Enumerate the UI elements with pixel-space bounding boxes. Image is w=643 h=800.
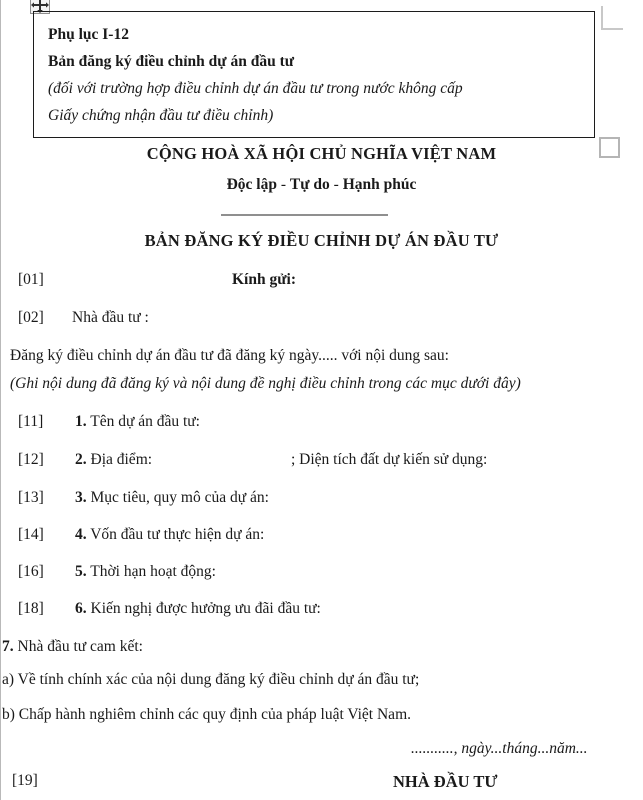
item-3-label: Mục tiêu, quy mô của dự án: [86, 489, 269, 506]
field-tag-12: [12] [18, 451, 44, 468]
field-tag-14: [14] [18, 526, 44, 543]
motto-separator-2: - [329, 176, 343, 193]
item-5-label: Thời hạn hoạt động: [86, 563, 216, 580]
field-tag-16: [16] [18, 563, 44, 580]
signer-title: NHÀ ĐẦU TƯ [393, 772, 498, 791]
field-tag-01: [01] [18, 271, 44, 288]
item-1-text [75, 413, 200, 431]
field-tag-18: [18] [18, 600, 44, 617]
item-6-text [75, 600, 321, 618]
field-tag-11: [11] [18, 413, 44, 430]
item-2-extra: ; Diện tích đất dự kiến sử dụng: [291, 451, 488, 468]
item-2-label: Địa điểm: [86, 451, 153, 468]
signature-date-line: ..........., ngày...tháng...năm... [411, 740, 588, 757]
item-3-text [75, 489, 269, 507]
commitment-text [2, 638, 143, 656]
item-2-number: 2. [75, 451, 87, 468]
instruction-note: (Ghi nội dung đã đăng ký và nội dung đề nghị điều chỉnh trong các mục dưới đây) [10, 375, 521, 392]
investor-label: Nhà đầu tư : [72, 309, 149, 326]
item-2-text [75, 451, 152, 469]
appendix-header-box [33, 11, 595, 138]
commitment-clause-a: a) Về tính chính xác của nội dung đăng ký điều chỉnh dự án đầu tư; [2, 671, 420, 688]
item-4-text [75, 526, 264, 544]
item-4-label: Vốn đầu tư thực hiện dự án: [86, 526, 265, 543]
recipient-label: Kính gửi: [232, 271, 296, 288]
item-4-number: 4. [75, 526, 87, 543]
registration-statement: Đăng ký điều chỉnh dự án đầu tư đã đăng ký ngày..... với nội dung sau: [10, 347, 449, 364]
item-5-number: 5. [75, 563, 87, 580]
country-name: CỘNG HOÀ XÃ HỘI CHỦ NGHĨA VIỆT NAM [146, 144, 497, 163]
motto-freedom: Tự do [289, 176, 330, 193]
selection-corner-icon [601, 6, 623, 30]
motto-independence: Độc lập [226, 176, 277, 193]
page-title: BẢN ĐĂNG KÝ ĐIỀU CHỈNH DỰ ÁN ĐẦU TƯ [144, 231, 499, 250]
left-margin-rule [0, 0, 1, 800]
commitment-label: Nhà đầu tư cam kết: [13, 638, 143, 655]
national-motto [0, 176, 643, 194]
form-scope-line-2: Giấy chứng nhận đầu tư điều chỉnh) [48, 107, 274, 124]
field-tag-19: [19] [12, 772, 38, 789]
commitment-number: 7. [2, 638, 14, 655]
heading-divider-rule [221, 214, 388, 216]
item-3-number: 3. [75, 489, 87, 506]
field-tag-02: [02] [18, 309, 44, 326]
appendix-code: Phụ lục I-12 [48, 26, 129, 43]
item-1-number: 1. [75, 413, 87, 430]
field-tag-13: [13] [18, 489, 44, 506]
form-name: Bản đăng ký điều chỉnh dự án đầu tư [48, 53, 295, 70]
motto-separator-1: - [276, 176, 290, 193]
motto-happiness: Hạnh phúc [342, 176, 417, 193]
item-6-number: 6. [75, 600, 87, 617]
item-5-text [75, 563, 216, 581]
form-scope-line-1: (đối với trường hợp điều chỉnh dự án đầu tư trong nước không cấp [48, 80, 463, 97]
item-1-label: Tên dự án đầu tư: [86, 413, 200, 430]
item-6-label: Kiến nghị được hưởng ưu đãi đầu tư: [86, 600, 321, 617]
commitment-clause-b: b) Chấp hành nghiêm chỉnh các quy định của pháp luật Việt Nam. [2, 706, 411, 723]
